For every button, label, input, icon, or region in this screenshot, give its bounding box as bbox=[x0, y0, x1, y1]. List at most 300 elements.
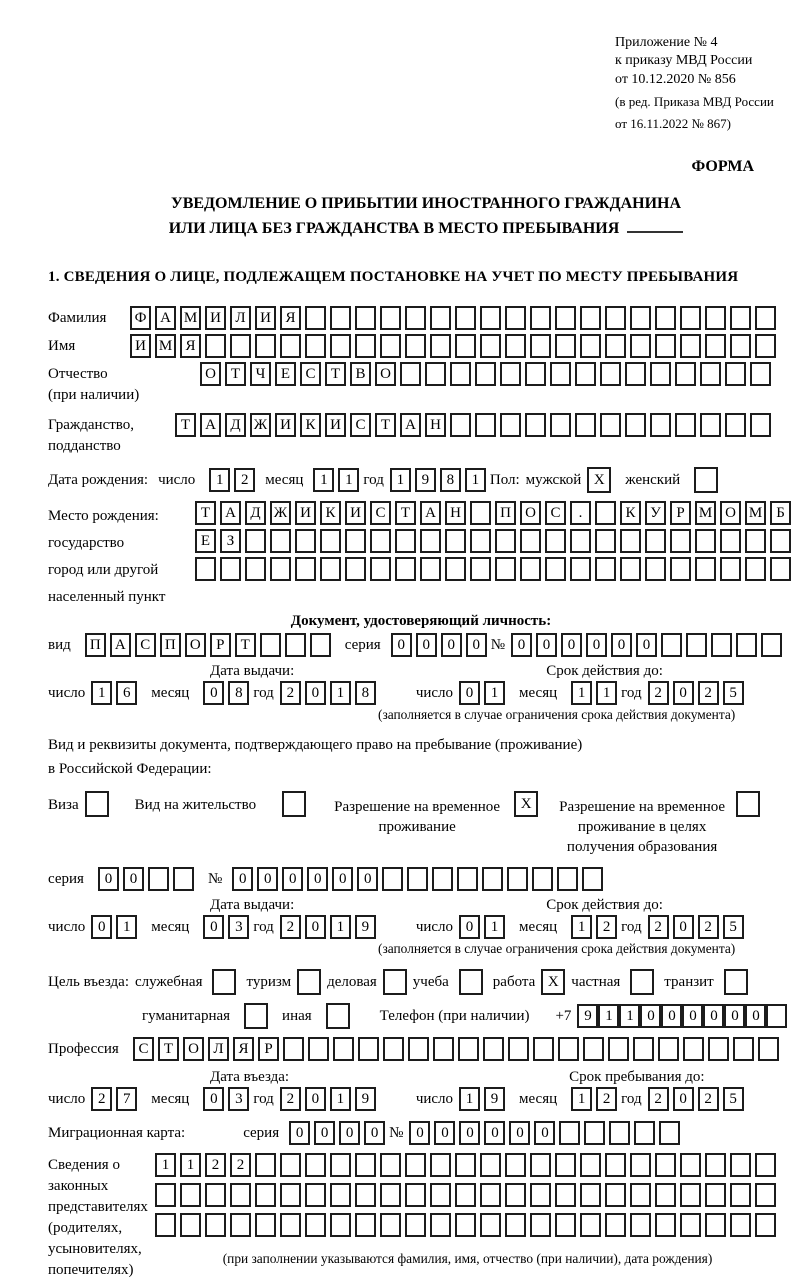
permit-number-boxes[interactable] bbox=[232, 867, 607, 891]
char-cell[interactable]: 1 bbox=[209, 468, 230, 492]
char-cell[interactable] bbox=[605, 306, 626, 330]
char-cell[interactable]: 0 bbox=[357, 867, 378, 891]
char-cell[interactable]: 9 bbox=[577, 1004, 598, 1028]
char-cell[interactable] bbox=[630, 969, 654, 995]
char-cell[interactable] bbox=[400, 362, 421, 386]
char-cell[interactable] bbox=[605, 1153, 626, 1177]
char-cell[interactable] bbox=[370, 529, 391, 553]
char-cell[interactable] bbox=[575, 362, 596, 386]
char-cell[interactable] bbox=[205, 1183, 226, 1207]
char-cell[interactable]: К bbox=[620, 501, 641, 525]
stay-day-boxes[interactable] bbox=[459, 1087, 509, 1111]
char-cell[interactable] bbox=[580, 1183, 601, 1207]
char-cell[interactable] bbox=[380, 1153, 401, 1177]
char-cell[interactable]: З bbox=[220, 529, 241, 553]
given-name-boxes[interactable] bbox=[130, 334, 780, 358]
char-cell[interactable] bbox=[358, 1037, 379, 1061]
char-cell[interactable] bbox=[711, 633, 732, 657]
char-cell[interactable]: 1 bbox=[619, 1004, 640, 1028]
permit-issue-day-boxes[interactable] bbox=[91, 915, 141, 939]
char-cell[interactable] bbox=[655, 334, 676, 358]
char-cell[interactable] bbox=[634, 1121, 655, 1145]
char-cell[interactable] bbox=[558, 1037, 579, 1061]
char-cell[interactable]: 1 bbox=[180, 1153, 201, 1177]
char-cell[interactable]: 9 bbox=[415, 468, 436, 492]
char-cell[interactable]: 0 bbox=[282, 867, 303, 891]
char-cell[interactable] bbox=[482, 867, 503, 891]
doc-series-boxes[interactable] bbox=[391, 633, 491, 657]
char-cell[interactable]: К bbox=[320, 501, 341, 525]
char-cell[interactable]: 1 bbox=[465, 468, 486, 492]
doc-number-boxes[interactable] bbox=[511, 633, 786, 657]
char-cell[interactable]: 0 bbox=[682, 1004, 703, 1028]
char-cell[interactable]: 7 bbox=[116, 1087, 137, 1111]
char-cell[interactable] bbox=[570, 557, 591, 581]
char-cell[interactable]: 9 bbox=[484, 1087, 505, 1111]
char-cell[interactable] bbox=[245, 557, 266, 581]
char-cell[interactable] bbox=[600, 362, 621, 386]
char-cell[interactable] bbox=[650, 362, 671, 386]
char-cell[interactable] bbox=[455, 1183, 476, 1207]
char-cell[interactable]: Ж bbox=[250, 413, 271, 437]
char-cell[interactable] bbox=[405, 334, 426, 358]
char-cell[interactable] bbox=[507, 867, 528, 891]
char-cell[interactable] bbox=[520, 529, 541, 553]
char-cell[interactable] bbox=[450, 413, 471, 437]
char-cell[interactable] bbox=[459, 969, 483, 995]
char-cell[interactable] bbox=[480, 334, 501, 358]
char-cell[interactable]: 0 bbox=[703, 1004, 724, 1028]
char-cell[interactable]: 0 bbox=[434, 1121, 455, 1145]
char-cell[interactable] bbox=[480, 306, 501, 330]
char-cell[interactable] bbox=[330, 1153, 351, 1177]
char-cell[interactable]: Ч bbox=[250, 362, 271, 386]
char-cell[interactable]: 1 bbox=[338, 468, 359, 492]
char-cell[interactable] bbox=[205, 1213, 226, 1237]
char-cell[interactable] bbox=[680, 306, 701, 330]
char-cell[interactable]: 2 bbox=[698, 1087, 719, 1111]
entry-day-boxes[interactable] bbox=[91, 1087, 141, 1111]
char-cell[interactable] bbox=[430, 1213, 451, 1237]
permit-issue-month-boxes[interactable] bbox=[203, 915, 253, 939]
char-cell[interactable] bbox=[745, 529, 766, 553]
char-cell[interactable]: 0 bbox=[391, 633, 412, 657]
char-cell[interactable]: 9 bbox=[355, 1087, 376, 1111]
char-cell[interactable] bbox=[280, 1183, 301, 1207]
char-cell[interactable]: И bbox=[130, 334, 151, 358]
char-cell[interactable]: 0 bbox=[484, 1121, 505, 1145]
char-cell[interactable]: 0 bbox=[661, 1004, 682, 1028]
char-cell[interactable]: 1 bbox=[484, 681, 505, 705]
char-cell[interactable] bbox=[670, 529, 691, 553]
char-cell[interactable]: 8 bbox=[228, 681, 249, 705]
char-cell[interactable]: 2 bbox=[280, 1087, 301, 1111]
char-cell[interactable] bbox=[308, 1037, 329, 1061]
residence-permit-checkbox[interactable] bbox=[282, 791, 310, 817]
char-cell[interactable] bbox=[280, 1213, 301, 1237]
char-cell[interactable]: О bbox=[185, 633, 206, 657]
char-cell[interactable] bbox=[555, 1213, 576, 1237]
doc-issue-day-boxes[interactable] bbox=[91, 681, 141, 705]
char-cell[interactable] bbox=[326, 1003, 350, 1029]
char-cell[interactable]: П bbox=[85, 633, 106, 657]
char-cell[interactable] bbox=[470, 501, 491, 525]
char-cell[interactable] bbox=[695, 557, 716, 581]
char-cell[interactable] bbox=[633, 1037, 654, 1061]
permit-valid-day-boxes[interactable] bbox=[459, 915, 509, 939]
char-cell[interactable] bbox=[505, 1183, 526, 1207]
char-cell[interactable]: Я bbox=[180, 334, 201, 358]
char-cell[interactable]: 0 bbox=[611, 633, 632, 657]
char-cell[interactable] bbox=[383, 969, 407, 995]
char-cell[interactable] bbox=[555, 334, 576, 358]
char-cell[interactable]: 1 bbox=[598, 1004, 619, 1028]
char-cell[interactable] bbox=[661, 633, 682, 657]
char-cell[interactable] bbox=[282, 791, 306, 817]
char-cell[interactable] bbox=[230, 334, 251, 358]
char-cell[interactable] bbox=[500, 413, 521, 437]
char-cell[interactable] bbox=[530, 306, 551, 330]
char-cell[interactable] bbox=[705, 334, 726, 358]
char-cell[interactable]: Д bbox=[245, 501, 266, 525]
char-cell[interactable] bbox=[330, 1183, 351, 1207]
char-cell[interactable] bbox=[297, 969, 321, 995]
char-cell[interactable] bbox=[505, 306, 526, 330]
char-cell[interactable]: 1 bbox=[313, 468, 334, 492]
char-cell[interactable] bbox=[550, 413, 571, 437]
purpose-transit-checkbox[interactable] bbox=[724, 969, 748, 995]
char-cell[interactable] bbox=[736, 633, 757, 657]
char-cell[interactable]: 6 bbox=[116, 681, 137, 705]
char-cell[interactable]: 1 bbox=[484, 915, 505, 939]
char-cell[interactable] bbox=[283, 1037, 304, 1061]
phone-boxes[interactable] bbox=[577, 1004, 787, 1028]
char-cell[interactable]: 0 bbox=[466, 633, 487, 657]
char-cell[interactable] bbox=[550, 362, 571, 386]
char-cell[interactable] bbox=[483, 1037, 504, 1061]
char-cell[interactable] bbox=[405, 306, 426, 330]
temp-permit-edu-checkbox[interactable] bbox=[736, 791, 764, 817]
char-cell[interactable] bbox=[730, 306, 751, 330]
char-cell[interactable] bbox=[270, 557, 291, 581]
char-cell[interactable]: 0 bbox=[232, 867, 253, 891]
char-cell[interactable]: И bbox=[275, 413, 296, 437]
char-cell[interactable]: О bbox=[520, 501, 541, 525]
char-cell[interactable]: А bbox=[420, 501, 441, 525]
char-cell[interactable]: Т bbox=[225, 362, 246, 386]
char-cell[interactable] bbox=[575, 413, 596, 437]
char-cell[interactable]: 1 bbox=[116, 915, 137, 939]
stay-month-boxes[interactable] bbox=[571, 1087, 621, 1111]
char-cell[interactable] bbox=[694, 467, 718, 493]
purpose-humanitarian-checkbox[interactable] bbox=[244, 1003, 268, 1029]
char-cell[interactable] bbox=[430, 334, 451, 358]
char-cell[interactable] bbox=[736, 791, 760, 817]
char-cell[interactable] bbox=[212, 969, 236, 995]
char-cell[interactable] bbox=[630, 1213, 651, 1237]
birth-month-boxes[interactable] bbox=[313, 468, 363, 492]
migration-number-boxes[interactable] bbox=[409, 1121, 684, 1145]
char-cell[interactable] bbox=[675, 362, 696, 386]
char-cell[interactable] bbox=[355, 1183, 376, 1207]
char-cell[interactable]: 0 bbox=[640, 1004, 661, 1028]
char-cell[interactable]: 2 bbox=[596, 1087, 617, 1111]
char-cell[interactable]: О bbox=[375, 362, 396, 386]
char-cell[interactable]: И bbox=[295, 501, 316, 525]
char-cell[interactable]: 0 bbox=[305, 681, 326, 705]
char-cell[interactable] bbox=[605, 334, 626, 358]
char-cell[interactable]: М bbox=[695, 501, 716, 525]
char-cell[interactable]: 3 bbox=[228, 915, 249, 939]
char-cell[interactable]: 2 bbox=[698, 915, 719, 939]
char-cell[interactable]: 0 bbox=[305, 1087, 326, 1111]
char-cell[interactable] bbox=[420, 557, 441, 581]
char-cell[interactable]: 2 bbox=[205, 1153, 226, 1177]
char-cell[interactable] bbox=[330, 1213, 351, 1237]
char-cell[interactable]: 0 bbox=[123, 867, 144, 891]
char-cell[interactable] bbox=[680, 1213, 701, 1237]
char-cell[interactable]: Д bbox=[225, 413, 246, 437]
char-cell[interactable]: К bbox=[300, 413, 321, 437]
char-cell[interactable] bbox=[457, 867, 478, 891]
char-cell[interactable]: Н bbox=[425, 413, 446, 437]
char-cell[interactable] bbox=[630, 1183, 651, 1207]
char-cell[interactable]: М bbox=[745, 501, 766, 525]
char-cell[interactable]: Т bbox=[195, 501, 216, 525]
char-cell[interactable] bbox=[320, 529, 341, 553]
char-cell[interactable] bbox=[680, 1183, 701, 1207]
char-cell[interactable] bbox=[180, 1183, 201, 1207]
char-cell[interactable] bbox=[580, 306, 601, 330]
char-cell[interactable] bbox=[255, 1213, 276, 1237]
char-cell[interactable] bbox=[583, 1037, 604, 1061]
profession-boxes[interactable] bbox=[133, 1037, 783, 1061]
permit-issue-year-boxes[interactable] bbox=[280, 915, 380, 939]
birth-place-row-1[interactable] bbox=[195, 501, 795, 525]
char-cell[interactable]: X bbox=[587, 467, 611, 493]
char-cell[interactable] bbox=[305, 334, 326, 358]
char-cell[interactable]: И bbox=[325, 413, 346, 437]
char-cell[interactable] bbox=[450, 362, 471, 386]
char-cell[interactable] bbox=[305, 306, 326, 330]
char-cell[interactable] bbox=[705, 306, 726, 330]
char-cell[interactable]: 5 bbox=[723, 681, 744, 705]
char-cell[interactable] bbox=[255, 1153, 276, 1177]
char-cell[interactable] bbox=[505, 1213, 526, 1237]
char-cell[interactable] bbox=[382, 867, 403, 891]
char-cell[interactable]: О bbox=[183, 1037, 204, 1061]
char-cell[interactable]: П bbox=[160, 633, 181, 657]
char-cell[interactable] bbox=[445, 557, 466, 581]
citizenship-boxes[interactable] bbox=[175, 413, 775, 437]
char-cell[interactable]: 0 bbox=[534, 1121, 555, 1145]
char-cell[interactable] bbox=[530, 1183, 551, 1207]
entry-month-boxes[interactable] bbox=[203, 1087, 253, 1111]
char-cell[interactable]: 1 bbox=[571, 1087, 592, 1111]
char-cell[interactable]: И bbox=[345, 501, 366, 525]
char-cell[interactable]: Я bbox=[280, 306, 301, 330]
char-cell[interactable]: X bbox=[514, 791, 538, 817]
char-cell[interactable]: Ж bbox=[270, 501, 291, 525]
char-cell[interactable] bbox=[455, 306, 476, 330]
char-cell[interactable]: 1 bbox=[596, 681, 617, 705]
birth-place-row-2[interactable] bbox=[195, 529, 795, 553]
purpose-business-checkbox[interactable] bbox=[383, 969, 407, 995]
char-cell[interactable]: 0 bbox=[511, 633, 532, 657]
char-cell[interactable] bbox=[705, 1213, 726, 1237]
char-cell[interactable] bbox=[395, 529, 416, 553]
char-cell[interactable] bbox=[455, 1153, 476, 1177]
char-cell[interactable]: О bbox=[200, 362, 221, 386]
char-cell[interactable]: А bbox=[200, 413, 221, 437]
char-cell[interactable] bbox=[270, 529, 291, 553]
char-cell[interactable]: А bbox=[155, 306, 176, 330]
char-cell[interactable] bbox=[725, 413, 746, 437]
purpose-work-checkbox[interactable] bbox=[541, 969, 565, 995]
char-cell[interactable] bbox=[758, 1037, 779, 1061]
purpose-official-checkbox[interactable] bbox=[212, 969, 236, 995]
char-cell[interactable]: 1 bbox=[330, 681, 351, 705]
char-cell[interactable]: 0 bbox=[257, 867, 278, 891]
char-cell[interactable]: 0 bbox=[509, 1121, 530, 1145]
char-cell[interactable] bbox=[345, 557, 366, 581]
char-cell[interactable] bbox=[670, 557, 691, 581]
char-cell[interactable] bbox=[530, 1213, 551, 1237]
char-cell[interactable] bbox=[708, 1037, 729, 1061]
char-cell[interactable]: 1 bbox=[571, 681, 592, 705]
visa-checkbox[interactable] bbox=[85, 791, 113, 817]
char-cell[interactable] bbox=[330, 334, 351, 358]
char-cell[interactable] bbox=[770, 529, 791, 553]
char-cell[interactable]: 0 bbox=[459, 915, 480, 939]
char-cell[interactable] bbox=[625, 362, 646, 386]
char-cell[interactable]: Л bbox=[208, 1037, 229, 1061]
char-cell[interactable] bbox=[455, 1213, 476, 1237]
char-cell[interactable] bbox=[580, 1213, 601, 1237]
char-cell[interactable] bbox=[495, 529, 516, 553]
char-cell[interactable]: 1 bbox=[390, 468, 411, 492]
birth-day-boxes[interactable] bbox=[209, 468, 259, 492]
char-cell[interactable]: С bbox=[370, 501, 391, 525]
char-cell[interactable] bbox=[407, 867, 428, 891]
char-cell[interactable]: 0 bbox=[289, 1121, 310, 1145]
char-cell[interactable]: 2 bbox=[91, 1087, 112, 1111]
char-cell[interactable] bbox=[730, 1183, 751, 1207]
char-cell[interactable] bbox=[730, 1153, 751, 1177]
char-cell[interactable] bbox=[630, 334, 651, 358]
char-cell[interactable] bbox=[310, 633, 331, 657]
char-cell[interactable]: 0 bbox=[724, 1004, 745, 1028]
char-cell[interactable]: 0 bbox=[203, 915, 224, 939]
char-cell[interactable]: М bbox=[180, 306, 201, 330]
char-cell[interactable] bbox=[475, 413, 496, 437]
char-cell[interactable] bbox=[480, 1183, 501, 1207]
char-cell[interactable] bbox=[445, 529, 466, 553]
char-cell[interactable]: Т bbox=[235, 633, 256, 657]
char-cell[interactable] bbox=[355, 1153, 376, 1177]
char-cell[interactable] bbox=[680, 334, 701, 358]
char-cell[interactable]: X bbox=[541, 969, 565, 995]
char-cell[interactable] bbox=[495, 557, 516, 581]
char-cell[interactable] bbox=[405, 1153, 426, 1177]
char-cell[interactable]: 0 bbox=[459, 681, 480, 705]
char-cell[interactable]: 2 bbox=[698, 681, 719, 705]
char-cell[interactable] bbox=[505, 1153, 526, 1177]
char-cell[interactable]: 0 bbox=[307, 867, 328, 891]
char-cell[interactable] bbox=[295, 529, 316, 553]
char-cell[interactable] bbox=[545, 557, 566, 581]
stay-year-boxes[interactable] bbox=[648, 1087, 748, 1111]
char-cell[interactable]: 1 bbox=[330, 1087, 351, 1111]
char-cell[interactable]: 1 bbox=[459, 1087, 480, 1111]
char-cell[interactable]: 8 bbox=[440, 468, 461, 492]
char-cell[interactable] bbox=[380, 334, 401, 358]
char-cell[interactable]: 0 bbox=[416, 633, 437, 657]
char-cell[interactable] bbox=[420, 529, 441, 553]
char-cell[interactable] bbox=[557, 867, 578, 891]
char-cell[interactable] bbox=[600, 413, 621, 437]
char-cell[interactable] bbox=[755, 1153, 776, 1177]
char-cell[interactable] bbox=[173, 867, 194, 891]
char-cell[interactable] bbox=[370, 557, 391, 581]
purpose-tourism-checkbox[interactable] bbox=[297, 969, 321, 995]
migration-series-boxes[interactable] bbox=[289, 1121, 389, 1145]
char-cell[interactable]: 1 bbox=[91, 681, 112, 705]
doc-valid-year-boxes[interactable] bbox=[648, 681, 748, 705]
char-cell[interactable] bbox=[570, 529, 591, 553]
char-cell[interactable] bbox=[475, 362, 496, 386]
char-cell[interactable] bbox=[750, 413, 771, 437]
char-cell[interactable]: Т bbox=[375, 413, 396, 437]
char-cell[interactable]: А bbox=[220, 501, 241, 525]
char-cell[interactable] bbox=[255, 1183, 276, 1207]
doc-valid-month-boxes[interactable] bbox=[571, 681, 621, 705]
char-cell[interactable] bbox=[345, 529, 366, 553]
char-cell[interactable]: И bbox=[255, 306, 276, 330]
char-cell[interactable] bbox=[520, 557, 541, 581]
char-cell[interactable]: Н bbox=[445, 501, 466, 525]
char-cell[interactable]: П bbox=[495, 501, 516, 525]
char-cell[interactable] bbox=[430, 1153, 451, 1177]
char-cell[interactable] bbox=[220, 557, 241, 581]
char-cell[interactable]: С bbox=[350, 413, 371, 437]
char-cell[interactable] bbox=[595, 501, 616, 525]
doc-issue-year-boxes[interactable] bbox=[280, 681, 380, 705]
char-cell[interactable]: Т bbox=[325, 362, 346, 386]
char-cell[interactable] bbox=[333, 1037, 354, 1061]
char-cell[interactable] bbox=[405, 1183, 426, 1207]
char-cell[interactable] bbox=[555, 1153, 576, 1177]
char-cell[interactable] bbox=[770, 557, 791, 581]
char-cell[interactable]: Р bbox=[258, 1037, 279, 1061]
char-cell[interactable]: 0 bbox=[409, 1121, 430, 1145]
char-cell[interactable] bbox=[480, 1153, 501, 1177]
patronymic-boxes[interactable] bbox=[200, 362, 775, 386]
char-cell[interactable]: 0 bbox=[305, 915, 326, 939]
char-cell[interactable] bbox=[720, 557, 741, 581]
char-cell[interactable]: И bbox=[205, 306, 226, 330]
char-cell[interactable] bbox=[433, 1037, 454, 1061]
char-cell[interactable] bbox=[395, 557, 416, 581]
char-cell[interactable] bbox=[285, 633, 306, 657]
char-cell[interactable]: Л bbox=[230, 306, 251, 330]
permit-valid-month-boxes[interactable] bbox=[571, 915, 621, 939]
temp-permit-checkbox[interactable] bbox=[514, 791, 542, 817]
char-cell[interactable] bbox=[750, 362, 771, 386]
char-cell[interactable]: 0 bbox=[536, 633, 557, 657]
char-cell[interactable] bbox=[745, 557, 766, 581]
char-cell[interactable]: 0 bbox=[314, 1121, 335, 1145]
